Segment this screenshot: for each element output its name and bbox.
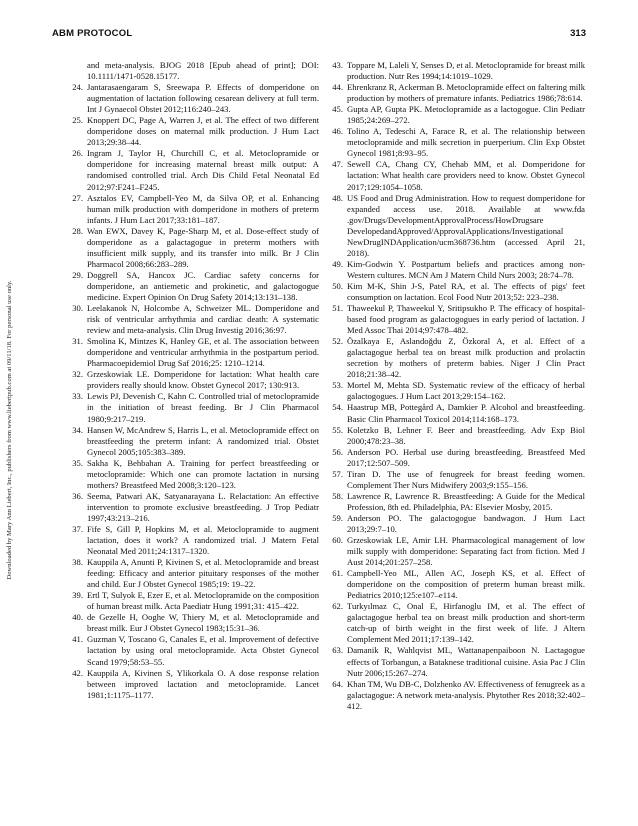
reference-number: 32. [72, 369, 83, 380]
reference-text: Tiran D. The use of fenugreek for breast feeding women. Complement Ther Nurs Midwifery 2003;9:155–156. [347, 468, 585, 490]
reference-text: Anderson PO. Herbal use during breastfeeding. Breastfeed Med 2017;12:507–509. [347, 446, 585, 468]
reference-item [327, 425, 585, 447]
reference-number: 30. [72, 303, 83, 314]
reference-item [327, 126, 585, 159]
reference-item [67, 193, 319, 226]
reference-text: US Food and Drug Administration. How to request domperidone for expanded access use. 2018. Available at www.fda .gov/Drugs/DevelopmentApprovalProcess/HowDrugsare DevelopedandApproved/ApprovalApplications/Investigational NewDrugINDApplication/ucm368736.htm (accessed April 21, 2018). [347, 192, 585, 258]
reference-text: Seema, Patwari AK, Satyanarayana L. Relactation: An effective intervention to promote exclusive breastfeeding. J Trop Pediatr 1997;43:213–216. [87, 490, 319, 523]
reference-item [327, 60, 585, 82]
reference-text: Leelakanok N, Holcombe A, Schweizer ML. Domperidone and risk of ventricular arrhythmia and cardiac death: A systematic review and meta-analysis. Clin Drug Investig 2016;36:97. [87, 303, 319, 336]
reference-item [327, 447, 585, 469]
reference-number: 38. [72, 557, 83, 568]
reference-item [327, 159, 585, 192]
reference-item [327, 104, 585, 126]
reference-item [67, 425, 319, 458]
reference-text: Damanik R, Wahlqvist ML, Wattanapenpaiboon N. Lactagogue effects of Torbangun, a Bataknese traditional cuisine. Asia Pac J Clin Nutr 2006;15:267–274. [347, 645, 585, 678]
reference-number: 64. [332, 678, 343, 689]
reference-number: 36. [72, 490, 83, 501]
reference-number: 57. [332, 468, 343, 479]
reference-number: 62. [332, 601, 343, 612]
reference-text: Mortel M, Mehta SD. Systematic review of the efficacy of herbal galactogogues. J Hum Lact 2013;29:154–162. [347, 380, 585, 402]
reference-item [327, 303, 585, 336]
reference-item [67, 115, 319, 148]
reference-item [327, 535, 585, 568]
reference-text: Sewell CA, Chang CY, Chehab MM, et al. Domperidone for lactation: What health care providers need to know. Obstet Gynecol 2017;129:1054–1058. [347, 159, 585, 192]
running-header [52, 28, 586, 44]
reference-number: 53. [332, 380, 343, 391]
page-number: 313 [570, 28, 586, 39]
reference-text: Asztalos EV, Campbell-Yeo M, da Silva OP, et al. Enhancing human milk production with domperidone in mothers of preterm infants. J Hum Lact 2017;33:181–187. [87, 192, 319, 225]
reference-text: Özalkaya E, Aslandoğdu Z, Özkoral A, et al. Effect of a galactagogue herbal tea on breast milk production and prolactin secretion by mothers of preterm babies. Niger J Clin Pract 2018;21:38–42. [347, 336, 585, 380]
reference-number: 34. [72, 424, 83, 435]
reference-text: Tolino A, Tedeschi A, Farace R, et al. The relationship between metoclopramide and milk secretion in puerperium. Clin Exp Obstet Gynecol 1981;8:93–95. [347, 126, 585, 159]
reference-text: Ingram J, Taylor H, Churchill C, et al. Metoclopramide or domperidone for increasing maternal breast milk output: A randomised controlled trial. Arch Dis Child Fetal Neonatal Ed 2012;97:F241–F245. [87, 148, 319, 192]
reference-item [67, 557, 319, 590]
reference-number: 33. [72, 391, 83, 402]
reference-text: Hansen W, McAndrew S, Harris L, et al. Metoclopramide effect on breastfeeding the preterm infant: A randomized trial. Obstet Gynecol 2005;105:383–389. [87, 424, 319, 457]
reference-text: Knoppert DC, Page A, Warren J, et al. The effect of two different domperidone doses on maternal milk production. J Hum Lact 2013;29:38–44. [87, 115, 319, 148]
reference-item [327, 469, 585, 491]
reference-number: 50. [332, 280, 343, 291]
reference-item [67, 369, 319, 391]
reference-text: Wan EWX, Davey K, Page-Sharp M, et al. Dose-effect study of domperidone as a galactagogue in preterm mothers with insufficient milk supply, and its transfer into milk. Br J Clin Pharmacol 2008;66:283–289. [87, 225, 319, 269]
reference-item [327, 679, 585, 712]
reference-item [67, 590, 319, 612]
reference-item [327, 402, 585, 424]
reference-number: 39. [72, 590, 83, 601]
reference-item [327, 336, 585, 380]
reference-number: 59. [332, 512, 343, 523]
reference-text: Turkyılmaz C, Onal E, Hirfanoglu IM, et al. The effect of galactagogue herbal tea on breast milk production and short-term catch-up of birth weight in the first week of life. J Altern Complement Med 2011;17:139–142. [347, 601, 585, 645]
reference-text: Haastrup MB, Pottegård A, Damkier P. Alcohol and breastfeeding. Basic Clin Pharmacol Toxicol 2014;114:168–173. [347, 402, 585, 424]
reference-item [327, 491, 585, 513]
reference-item [327, 645, 585, 678]
reference-item [67, 270, 319, 303]
reference-number: 45. [332, 104, 343, 115]
reference-text: Lawrence R, Lawrence R. Breastfeeding: A Guide for the Medical Profession, 8th ed. Philadelphia, PA: Elsevier Mosby, 2015. [347, 490, 585, 512]
reference-text: Ehrenkranz R, Ackerman B. Metoclopramide effect on faltering milk production by mothers of premature infants. Pediatrics 1986;78:614. [347, 82, 585, 104]
download-notice-text: Downloaded by Mary Ann Liebert, Inc., publishers from www.liebertpub.com at 09/11/18. For personal use only. [6, 280, 13, 580]
reference-number: 24. [72, 82, 83, 93]
reference-text: Kauppila A, Anunti P, Kivinen S, et al. Metoclopramide and breast feeding: Efficacy and anterior pituitary responses of the mother and child. Eur J Obstet Gynecol 1985;19: 19–22. [87, 557, 319, 590]
reference-text: de Gezelle H, Ooghe W, Thiery M, et al. Metoclopramide and breast milk. Eur J Obstet Gynecol 1983;15:31–36. [87, 612, 319, 634]
reference-text: Lewis PJ, Devenish C, Kahn C. Controlled trial of metoclopramide in the initiation of breast feeding. Br J Clin Pharmacol 1980;9:217–219. [87, 391, 319, 424]
reference-number: 26. [72, 148, 83, 159]
reference-text: Koletzko B, Lehner F. Beer and breastfeeding. Adv Exp Biol 2000;478:23–38. [347, 424, 585, 446]
reference-number: 28. [72, 225, 83, 236]
journal-section-title: ABM PROTOCOL [52, 28, 133, 39]
reference-text: Grzeskowiak LE. Domperidone for lactation: What health care providers really should know. Obstet Gynecol 2017; 130:913. [87, 369, 319, 391]
reference-number: 49. [332, 258, 343, 269]
reference-number: 63. [332, 645, 343, 656]
reference-number: 41. [72, 634, 83, 645]
reference-item [67, 612, 319, 634]
reference-item [327, 568, 585, 601]
reference-text: Guzman V, Toscano G, Canales E, et al. Improvement of defective lactation by using oral metoclopramide. Acta Obstet Gynecol Scand 1979;58:53–55. [87, 634, 319, 667]
reference-text: Fife S, Gill P, Hopkins M, et al. Metoclopramide to augment lactation, does it work? A randomized trial. J Matern Fetal Neonatal Med 2011;24:1317–1320. [87, 523, 319, 557]
reference-number: 31. [72, 336, 83, 347]
reference-text: Toppare M, Laleli Y, Senses D, et al. Metoclopramide for breast milk production. Nutr Res 1994;14:1019–1029. [347, 60, 585, 82]
reference-text: Khan TM, Wu DB-C, Dolzhenko AV. Effectiveness of fenugreek as a galactagogue: A network meta-analysis. Phytother Res 2018;32:402–412. [347, 678, 585, 711]
reference-number: 44. [332, 82, 343, 93]
reference-number: 46. [332, 126, 343, 137]
reference-number: 61. [332, 568, 343, 579]
reference-text: Anderson PO. The galactogogue bandwagon. J Hum Lact 2013;29:7–10. [347, 512, 585, 534]
reference-number: 51. [332, 303, 343, 314]
download-notice [6, 150, 18, 710]
reference-text: Jantarasaengaram S, Sreewapa P. Effects of domperidone on augmentation of lactation following cesarean delivery at full term. Int J Gynaecol Obstet 2012;116:240–243. [87, 82, 319, 115]
reference-number: 37. [72, 523, 83, 534]
reference-text: Kim-Godwin Y. Postpartum beliefs and practices among non-Western cultures. MCN Am J Matern Child Nurs 2003; 28:74–78. [347, 258, 585, 280]
reference-item [327, 193, 585, 259]
reference-number: 47. [332, 159, 343, 170]
reference-text: Gupta AP, Gupta PK. Metoclopramide as a lactogogue. Clin Pediatr 1985;24:269–272. [347, 104, 585, 126]
reference-text: Thaweekul P, Thaweekul Y, Sritipsukho P. The efficacy of hospital-based food program as galactogogues in early period of lactation. J Med Assoc Thai 2014;97:478–482. [347, 303, 585, 336]
reference-text: Grzeskowiak LE, Amir LH. Pharmacological management of low milk supply with domperidone: Separating fact from fiction. Med J Aust 2014;201:257–258. [347, 535, 585, 568]
reference-text: Doggrell SA, Hancox JC. Cardiac safety concerns for domperidone, an antiemetic and prokinetic, and galactogogue medicine. Expert Opinion On Drug Safety 2014;13:131–138. [87, 269, 319, 302]
reference-item [327, 601, 585, 645]
reference-number: 56. [332, 446, 343, 457]
reference-item [67, 458, 319, 491]
reference-text: Ertl T, Sulyok E, Ezer E, et al. Metoclopramide on the composition of human breast milk. Acta Paediatr Hung 1991;31: 415–422. [87, 590, 319, 612]
reference-text: Campbell-Yeo ML, Allen AC, Joseph KS, et al. Effect of domperidone on the composition of preterm human breast milk. Pediatrics 2010;125:e107–e114. [347, 568, 585, 601]
reference-number: 54. [332, 402, 343, 413]
reference-number: 43. [332, 60, 343, 70]
reference-item [67, 303, 319, 336]
reference-number: 55. [332, 424, 343, 435]
reference-item [67, 491, 319, 524]
reference-number: 52. [332, 336, 343, 347]
reference-item [67, 634, 319, 667]
reference-item [67, 524, 319, 557]
reference-number: 40. [72, 612, 83, 623]
reference-number: 58. [332, 490, 343, 501]
reference-number: 42. [72, 667, 83, 678]
reference-number: 60. [332, 535, 343, 546]
reference-item [327, 380, 585, 402]
reference-item [327, 259, 585, 281]
reference-text: Kauppila A, Kivinen S, Ylikorkala O. A dose response relation between improved lactation and metoclopramide. Lancet 1981;1:1175–1177. [87, 667, 319, 700]
reference-text: and meta-analysis. BJOG 2018 [Epub ahead of print]; DOI: 10.1111/1471-0528.15177. [87, 60, 319, 82]
reference-item [67, 226, 319, 270]
reference-item [67, 82, 319, 115]
reference-number: 29. [72, 269, 83, 280]
reference-item [67, 668, 319, 701]
reference-number: 35. [72, 457, 83, 468]
reference-text: Kim M-K, Shin J-S, Patel RA, et al. The effects of pigs' feet consumption on lactation. Ecol Food Nutr 2013;52: 223–238. [347, 280, 585, 302]
references-left-column [67, 60, 319, 701]
reference-number: 48. [332, 192, 343, 203]
references-right-column [327, 60, 585, 712]
reference-item [67, 336, 319, 369]
reference-item [327, 281, 585, 303]
reference-item [67, 60, 319, 82]
reference-item [67, 148, 319, 192]
reference-text: Sakha K, Behbahan A. Training for perfect breastfeeding or metoclopramide: Which one can promote lactation in nursing mothers? Breastfeed Med 2008;3:120–123. [87, 457, 319, 490]
reference-number: 25. [72, 115, 83, 126]
reference-item [327, 513, 585, 535]
reference-text: Smolina K, Mintzes K, Hanley GE, et al. The association between domperidone and ventricular arrhythmia in the postpartum period. Pharmacoepidemiol Drug Saf 2016;25: 1210–1214. [87, 336, 319, 369]
reference-item [327, 82, 585, 104]
reference-number: 27. [72, 192, 83, 203]
reference-item [67, 391, 319, 424]
